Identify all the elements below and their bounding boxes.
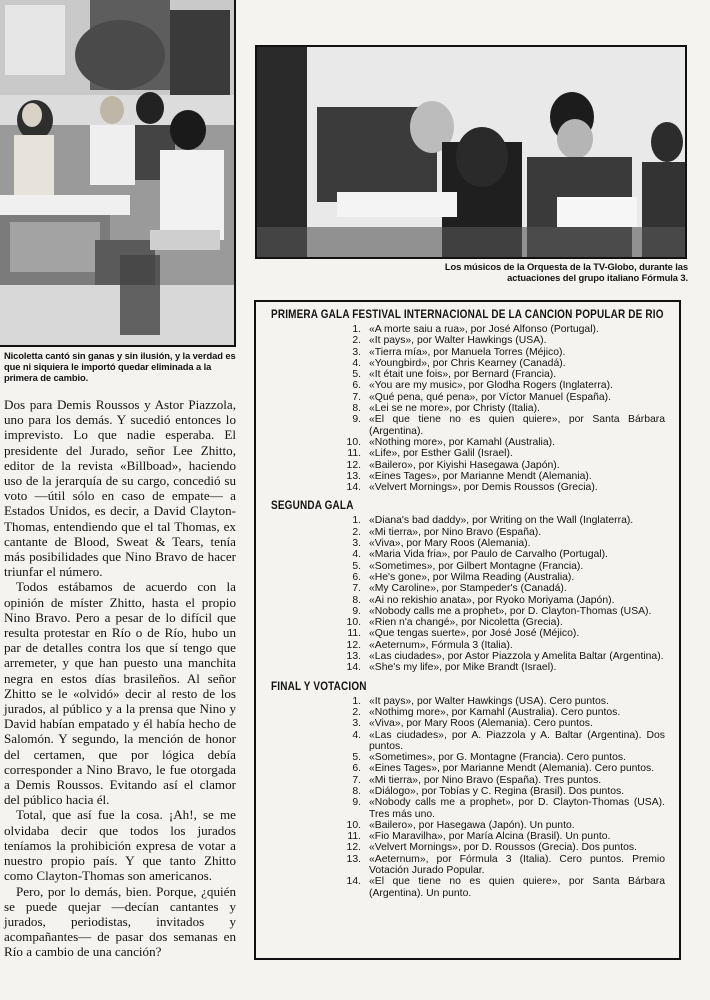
result-entry	[271, 358, 665, 369]
entry-text: «Viva», por Mary Roos (Alemania). Cero puntos.	[369, 718, 593, 730]
result-entry	[271, 842, 665, 853]
result-entry	[271, 561, 665, 572]
result-entry	[271, 549, 665, 560]
entry-number: 5.	[352, 560, 361, 572]
result-entry	[271, 820, 665, 831]
result-entry	[271, 437, 665, 448]
result-entry	[271, 606, 665, 617]
entry-number: 14.	[346, 662, 361, 674]
entry-number: 12.	[346, 842, 361, 854]
entries-list	[271, 515, 665, 673]
result-entry	[271, 775, 665, 786]
entry-text: «Youngbird», por Chris Kearney (Canadá).	[369, 357, 566, 369]
result-entry	[271, 380, 665, 391]
entry-number: 3.	[352, 538, 361, 550]
photo-right-caption: Los músicos de la Orquesta de la TV-Globo, durante las actuaciones del grupo italiano Fórmula 3.	[444, 261, 688, 283]
result-entry	[271, 515, 665, 526]
entry-number: 5.	[352, 752, 361, 764]
entry-text: «Rien n'a changé», por Nicoletta (Grecia).	[369, 617, 563, 629]
entry-text: «Velvert Mornings», por Demis Roussos (Grecia).	[369, 482, 598, 494]
result-entry	[271, 617, 665, 628]
entry-text: «Aeternum», por Fórmula 3 (Italia). Cero puntos. Premio Votación Jurado Popular.	[369, 853, 665, 877]
entry-text: «Lei se ne more», por Christy (Italia).	[369, 403, 540, 415]
result-entry	[271, 324, 665, 335]
entry-number: 14.	[346, 482, 361, 494]
result-entry	[271, 335, 665, 346]
result-entry	[271, 763, 665, 774]
result-entry	[271, 482, 665, 493]
festival-results-box	[254, 300, 681, 960]
entry-text: «Eines Tages», por Marianne Mendt (Alemania).	[369, 470, 592, 482]
entry-number: 8.	[352, 403, 361, 415]
entry-text: «A morte saiu a rua», por José Alfonso (Portugal).	[369, 324, 599, 335]
entry-number: 3.	[352, 718, 361, 730]
result-entry	[271, 640, 665, 651]
result-entry	[271, 662, 665, 673]
section-title: SEGUNDA GALA	[271, 499, 354, 513]
result-entry	[271, 460, 665, 471]
entry-number: 1.	[352, 695, 361, 707]
entry-text: «Life», por Esther Galil (Israel).	[369, 448, 513, 460]
entry-number: 14.	[346, 876, 361, 888]
entry-number: 12.	[346, 639, 361, 651]
entry-text: «Ai no rekishio anata», por Ryoko Moriyama (Japón).	[369, 594, 615, 606]
entry-text: «Las ciudades», por A. Piazzola y A. Baltar (Argentina). Dos puntos.	[369, 729, 665, 752]
entry-text: «Sometimes», por G. Montagne (Francia). Cero puntos.	[369, 752, 626, 764]
entry-number: 6.	[352, 571, 361, 583]
entry-number: 13.	[346, 651, 361, 663]
results-section-primera-gala	[271, 308, 665, 493]
entry-text: «It était une fois», por Bernard (Francia).	[369, 369, 557, 381]
result-entry	[271, 572, 665, 583]
entry-text: «Diana's bad daddy», por Writing on the Wall (Inglaterra).	[369, 515, 634, 527]
entry-text: «He's gone», por Wilma Reading (Australia).	[369, 571, 575, 583]
result-entry	[271, 786, 665, 797]
entry-number: 12.	[346, 459, 361, 471]
entry-number: 9.	[352, 414, 361, 426]
result-entry	[271, 628, 665, 639]
entry-number: 1.	[352, 324, 361, 335]
result-entry	[271, 538, 665, 549]
result-entry	[271, 369, 665, 380]
result-entry	[271, 527, 665, 538]
result-entry	[271, 797, 665, 820]
entry-text: «Mi tierra», por Nino Bravo (España). Tres puntos.	[369, 774, 602, 786]
entry-text: «Nothing more», por Kamahl (Australia).	[369, 436, 555, 448]
entry-text: «Bailero», por Kiyishi Hasegawa (Japón).	[369, 459, 560, 471]
entry-text: «Que tengas suerte», por José José (Méjico).	[369, 628, 580, 640]
entry-text: «Nobody calls me a prophet», por D. Clayton-Thomas (USA). Tres más uno.	[369, 797, 665, 820]
result-entry	[271, 831, 665, 842]
entry-text: «Sometimes», por Gilbert Montagne (Francia).	[369, 560, 584, 572]
entry-number: 8.	[352, 785, 361, 797]
entry-text: «Viva», por Mary Roos (Alemania).	[369, 538, 531, 550]
result-entry	[271, 403, 665, 414]
entry-number: 2.	[352, 526, 361, 538]
entry-number: 13.	[346, 470, 361, 482]
entry-number: 2.	[352, 706, 361, 718]
result-entry	[271, 595, 665, 606]
entry-text: «Maria Vida fria», por Paulo de Carvalho (Portugal).	[369, 549, 608, 561]
entry-number: 1.	[352, 515, 361, 527]
result-entry	[271, 696, 665, 707]
entry-number: 10.	[346, 436, 361, 448]
result-entry	[271, 876, 665, 899]
result-entry	[271, 448, 665, 459]
result-entry	[271, 730, 665, 753]
article-paragraph: Todos estábamos de acuerdo con la opinión de míster Zhitto, hasta el propio Nino Bravo. Pero a pesar de lo difícil que resulta protestar en Río o de Río, hubo un par de detalles contra los que sí tengo que arremeter, y que han puesto una manchita negra en estos días brasileños. Al señor Zhitto se le «olvidó» decir al resto de los jurados, al público y a la prensa que Nino y David habían empatado y él había hecho de Salomón. Y segundo, la mención de honor del certamen, que por lógica debía corresponder a Nino Bravo, le fue otorgada a Demis Roussos. Evitando así el clamor del público hacia él.	[4, 579, 236, 808]
entry-number: 6.	[352, 380, 361, 392]
entry-text: «Tierra mía», por Manuela Torres (Méjico).	[369, 346, 566, 358]
result-entry	[271, 718, 665, 729]
photo-left-caption: Nicoletta cantó sin ganas y sin ilusión, y la verdad es que ni siquiera le importó quedar eliminada a la primera de cambio.	[4, 350, 236, 383]
entry-text: «She's my life», por Mike Brandt (Israel).	[369, 662, 557, 674]
entry-text: «Aeternum», Fórmula 3 (Italia).	[369, 639, 513, 651]
entry-text: «My Caroline», por Stampeder's (Canadá).	[369, 583, 567, 595]
result-entry	[271, 651, 665, 662]
result-entry	[271, 471, 665, 482]
entry-number: 8.	[352, 594, 361, 606]
photo-nicoletta-terrace	[0, 0, 236, 347]
result-entry	[271, 414, 665, 437]
entry-text: «Mi tierra», por Nino Bravo (España).	[369, 526, 542, 538]
entry-number: 13.	[346, 853, 361, 865]
entry-text: «Bailero», por Hasegawa (Japón). Un punto.	[369, 819, 575, 831]
result-entry	[271, 392, 665, 403]
entry-text: «Nobody calls me a prophet», por D. Clayton-Thomas (USA).	[369, 605, 652, 617]
entry-text: «Fio Maravilha», por María Alcina (Brasil). Un punto.	[369, 831, 611, 843]
entries-list	[271, 696, 665, 899]
entry-number: 7.	[352, 583, 361, 595]
result-entry	[271, 347, 665, 358]
entry-number: 9.	[352, 797, 361, 809]
article-paragraph: Total, que así fue la cosa. ¡Ah!, se me olvidaba decir que todos los jurados teníamos la prohibición expresa de votar a nuestro propio país. Y que tanto Zhitto como Clayton-Thomas son americanos.	[4, 807, 236, 884]
entry-text: «Diálogo», por Tobías y C. Regina (Brasil). Dos puntos.	[369, 785, 625, 797]
entry-number: 11.	[347, 448, 361, 460]
result-entry	[271, 583, 665, 594]
entry-text: «You are my music», por Glodha Rogers (Inglaterra).	[369, 380, 613, 392]
article-body	[4, 397, 236, 967]
entry-text: «Las ciudades», por Astor Piazzola y Amelita Baltar (Argentina).	[369, 651, 664, 663]
entries-list	[271, 324, 665, 493]
entry-number: 2.	[352, 335, 361, 347]
section-title: FINAL Y VOTACION	[271, 679, 367, 693]
result-entry	[271, 707, 665, 718]
results-section-segunda-gala	[271, 499, 665, 673]
entry-number: 4.	[352, 549, 361, 561]
entry-number: 6.	[352, 763, 361, 775]
entry-number: 5.	[352, 369, 361, 381]
entry-text: «Nothimg more», por Kamahl (Australia). Cero puntos.	[369, 706, 621, 718]
entry-number: 7.	[352, 774, 361, 786]
results-section-final	[271, 680, 665, 899]
entry-text: «Velvert Mornings», por D. Roussos (Grecia). Dos puntos.	[369, 842, 637, 854]
entry-number: 7.	[352, 391, 361, 403]
entry-text: «Eines Tages», por Marianne Mendt (Alemania). Cero puntos.	[369, 763, 655, 775]
entry-text: «Qué pena, qué pena», por Víctor Manuel (España).	[369, 391, 612, 403]
entry-number: 11.	[347, 628, 361, 640]
entry-text: «It pays», por Walter Hawkings (USA). Cero puntos.	[369, 695, 609, 707]
entry-text: «El que tiene no es quien quiere», por Santa Bárbara (Argentina). Un punto.	[369, 876, 665, 899]
entry-text: «It pays», por Walter Hawkings (USA).	[369, 335, 547, 347]
entry-number: 9.	[352, 605, 361, 617]
article-paragraph: Dos para Demis Roussos y Astor Piazzola, uno para los demás. Y sucedió entonces lo imprevisto. Lo que nadie esperaba. El presidente del Jurado, señor Lee Zhitto, editor de la revista «Billboad», haciendo uso de la jerarquía de su cargo, concedió su voto —útil sólo en caso de empate— a Estados Unidos, es decir, a David Clayton-Thomas, entendiendo que el tal Thomas, ex cantante de Blood, Sweat & Tears, tenía más posibilidades que Nino Bravo de hacer triunfar el número.	[4, 397, 236, 580]
entry-number: 11.	[347, 831, 361, 843]
entry-text: «El que tiene no es quien quiere», por Santa Bárbara (Argentina).	[369, 414, 665, 437]
entry-number: 10.	[346, 819, 361, 831]
photo-tv-globo-musicians	[255, 45, 687, 259]
result-entry	[271, 854, 665, 877]
result-entry	[271, 752, 665, 763]
entry-number: 10.	[346, 617, 361, 629]
entry-number: 3.	[352, 346, 361, 358]
section-title: PRIMERA GALA FESTIVAL INTERNACIONAL DE LA CANCION POPULAR DE RIO	[271, 308, 664, 321]
entry-number: 4.	[352, 357, 361, 369]
article-paragraph: Pero, por lo demás, bien. Porque, ¿quién se puede quejar —decían cantantes y jurados, periodistas, invitados y acompañantes— de pasar dos semanas en Río a cambio de una canción?	[4, 883, 236, 960]
entry-number: 4.	[352, 729, 361, 741]
